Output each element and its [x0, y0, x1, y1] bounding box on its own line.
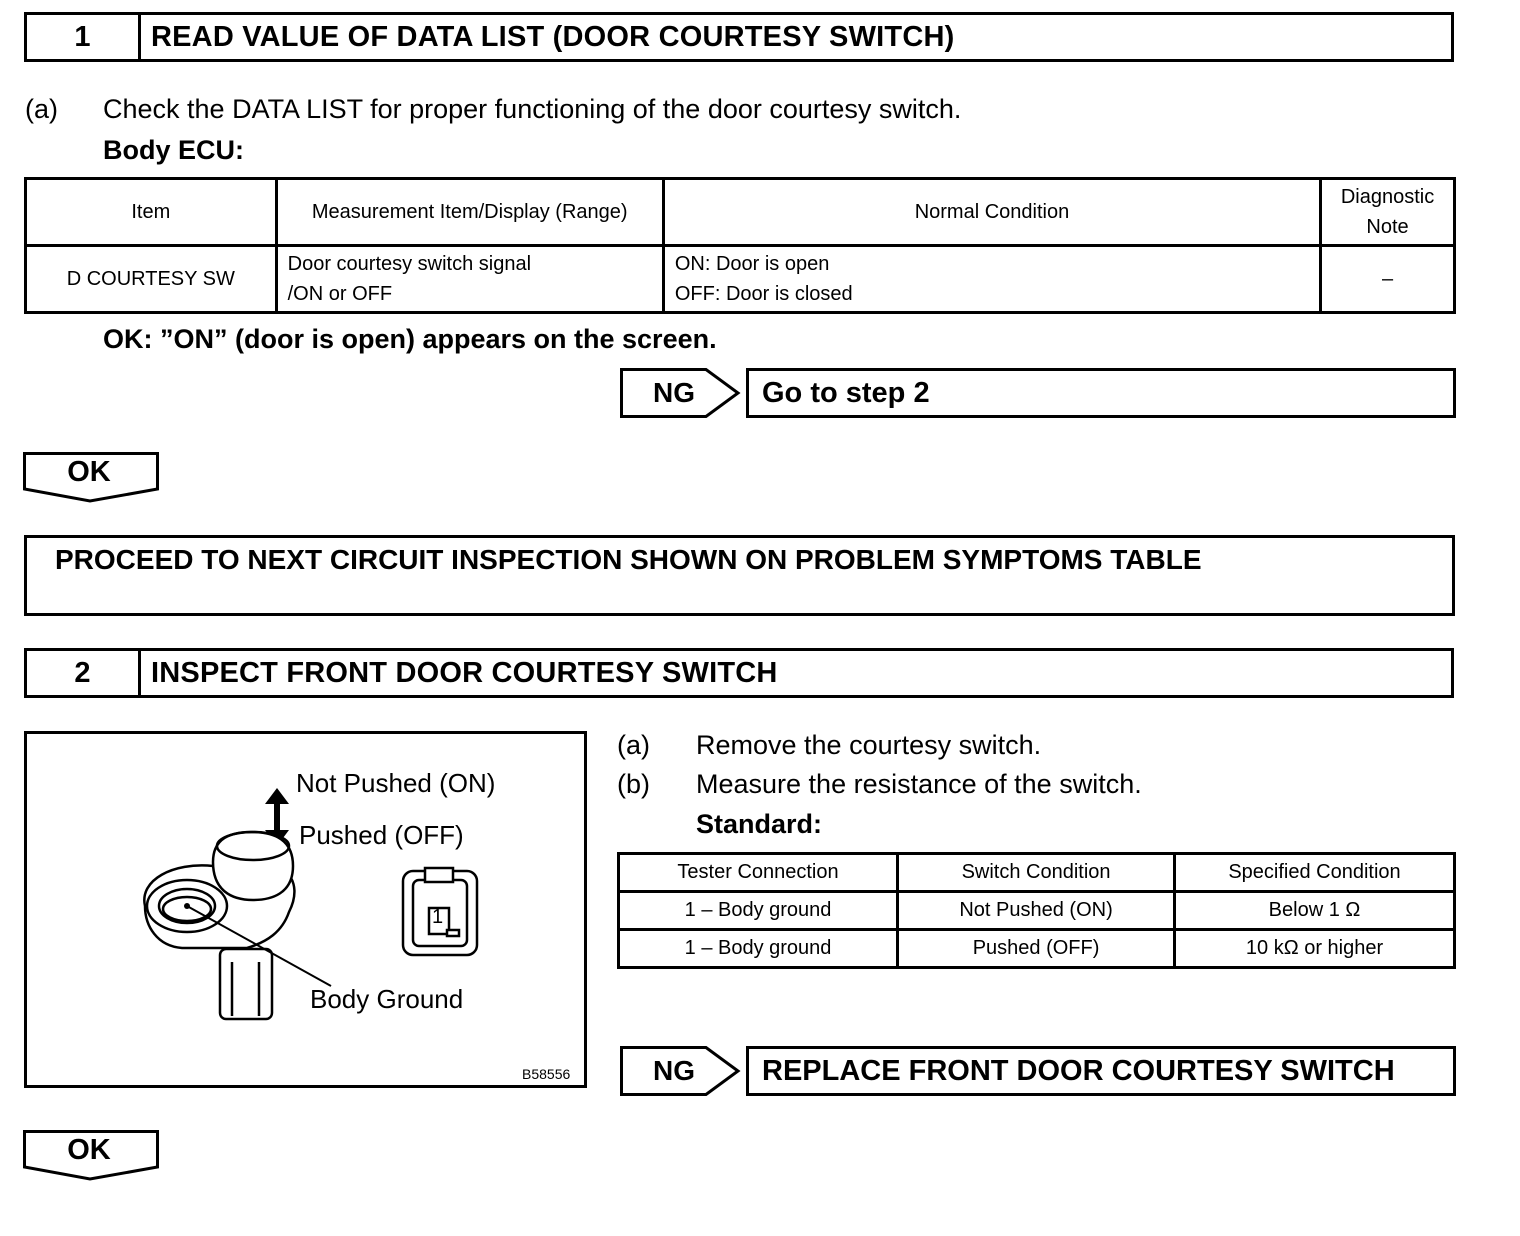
table-row: [619, 930, 1455, 968]
step2-instruction-a: Remove the courtesy switch.: [696, 730, 1042, 760]
table-header-row: [619, 854, 1455, 892]
header-diagnostic-note: Diagnostic Note: [1321, 179, 1455, 246]
normal-line1: ON: Door is open: [674, 253, 830, 275]
ecu-label: Body ECU:: [103, 135, 244, 165]
ng-action: Go to step 2: [746, 368, 1456, 418]
step1-instruction-marker: (a): [25, 94, 58, 124]
ok-label: OK: [67, 456, 111, 488]
ok-label: OK: [67, 1134, 111, 1166]
header-specified-condition: Specified Condition: [1175, 854, 1455, 892]
label-pushed: Pushed (OFF): [299, 820, 464, 850]
resistance-table: [617, 852, 1456, 969]
ng-branch-step1: [620, 368, 1456, 418]
step2-title: INSPECT FRONT DOOR COURTESY SWITCH: [151, 656, 778, 689]
header-measurement: Measurement Item/Display (Range): [276, 179, 663, 246]
ng-label: NG: [653, 1055, 695, 1086]
measurement-line2: /ON or OFF: [287, 283, 393, 305]
cell-item: D COURTESY SW: [26, 246, 277, 313]
data-list-table: [24, 177, 1456, 314]
header-normal-condition: Normal Condition: [663, 179, 1320, 246]
step2-marker-b: (b): [617, 769, 650, 799]
ok-branch-step1: [23, 452, 161, 504]
measurement-line1: Door courtesy switch signal: [287, 253, 532, 275]
header-item: Item: [26, 179, 277, 246]
step2-header: [24, 648, 1454, 698]
header-switch-condition: Switch Condition: [898, 854, 1175, 892]
standard-label: Standard:: [696, 809, 823, 839]
cell-measurement: [276, 246, 663, 313]
normal-line2: OFF: Door is closed: [674, 283, 853, 305]
figure-code: B58556: [522, 1066, 571, 1082]
table-row: [26, 246, 1455, 313]
table-header-row: [26, 179, 1455, 246]
step1-title: READ VALUE OF DATA LIST (DOOR COURTESY SWITCH): [151, 20, 955, 53]
ok-condition: OK: ”ON” (door is open) appears on the screen.: [103, 324, 717, 354]
ng-branch-step2: [620, 1046, 1456, 1096]
cell-specified: Below 1 Ω: [1175, 892, 1455, 930]
label-body-ground: Body Ground: [310, 984, 464, 1014]
table-row: [619, 892, 1455, 930]
step1-instruction: Check the DATA LIST for proper functioning of the door courtesy switch.: [103, 94, 962, 124]
step2-marker-a: (a): [617, 730, 650, 760]
switch-body: [144, 832, 294, 1019]
step1-number: 1: [27, 15, 141, 59]
ok-branch-step2: [23, 1130, 161, 1182]
cell-connection: 1 – Body ground: [619, 892, 898, 930]
cell-connection: 1 – Body ground: [619, 930, 898, 968]
label-not-pushed: Not Pushed (ON): [296, 768, 496, 798]
cell-normal: [663, 246, 1320, 313]
header-tester-connection: Tester Connection: [619, 854, 898, 892]
ng-action: REPLACE FRONT DOOR COURTESY SWITCH: [746, 1046, 1456, 1096]
step1-header: [24, 12, 1454, 62]
ng-label: NG: [653, 377, 695, 408]
switch-illustration: [24, 731, 587, 1088]
cell-specified: 10 kΩ or higher: [1175, 930, 1455, 968]
terminal-number: 1: [432, 906, 444, 928]
step2-number: 2: [27, 651, 141, 695]
cell-condition: Pushed (OFF): [898, 930, 1175, 968]
cell-condition: Not Pushed (ON): [898, 892, 1175, 930]
cell-note: –: [1321, 246, 1455, 313]
proceed-box: PROCEED TO NEXT CIRCUIT INSPECTION SHOWN ON PROBLEM SYMPTOMS TABLE: [24, 535, 1455, 616]
step2-instruction-b: Measure the resistance of the switch.: [696, 769, 1142, 799]
